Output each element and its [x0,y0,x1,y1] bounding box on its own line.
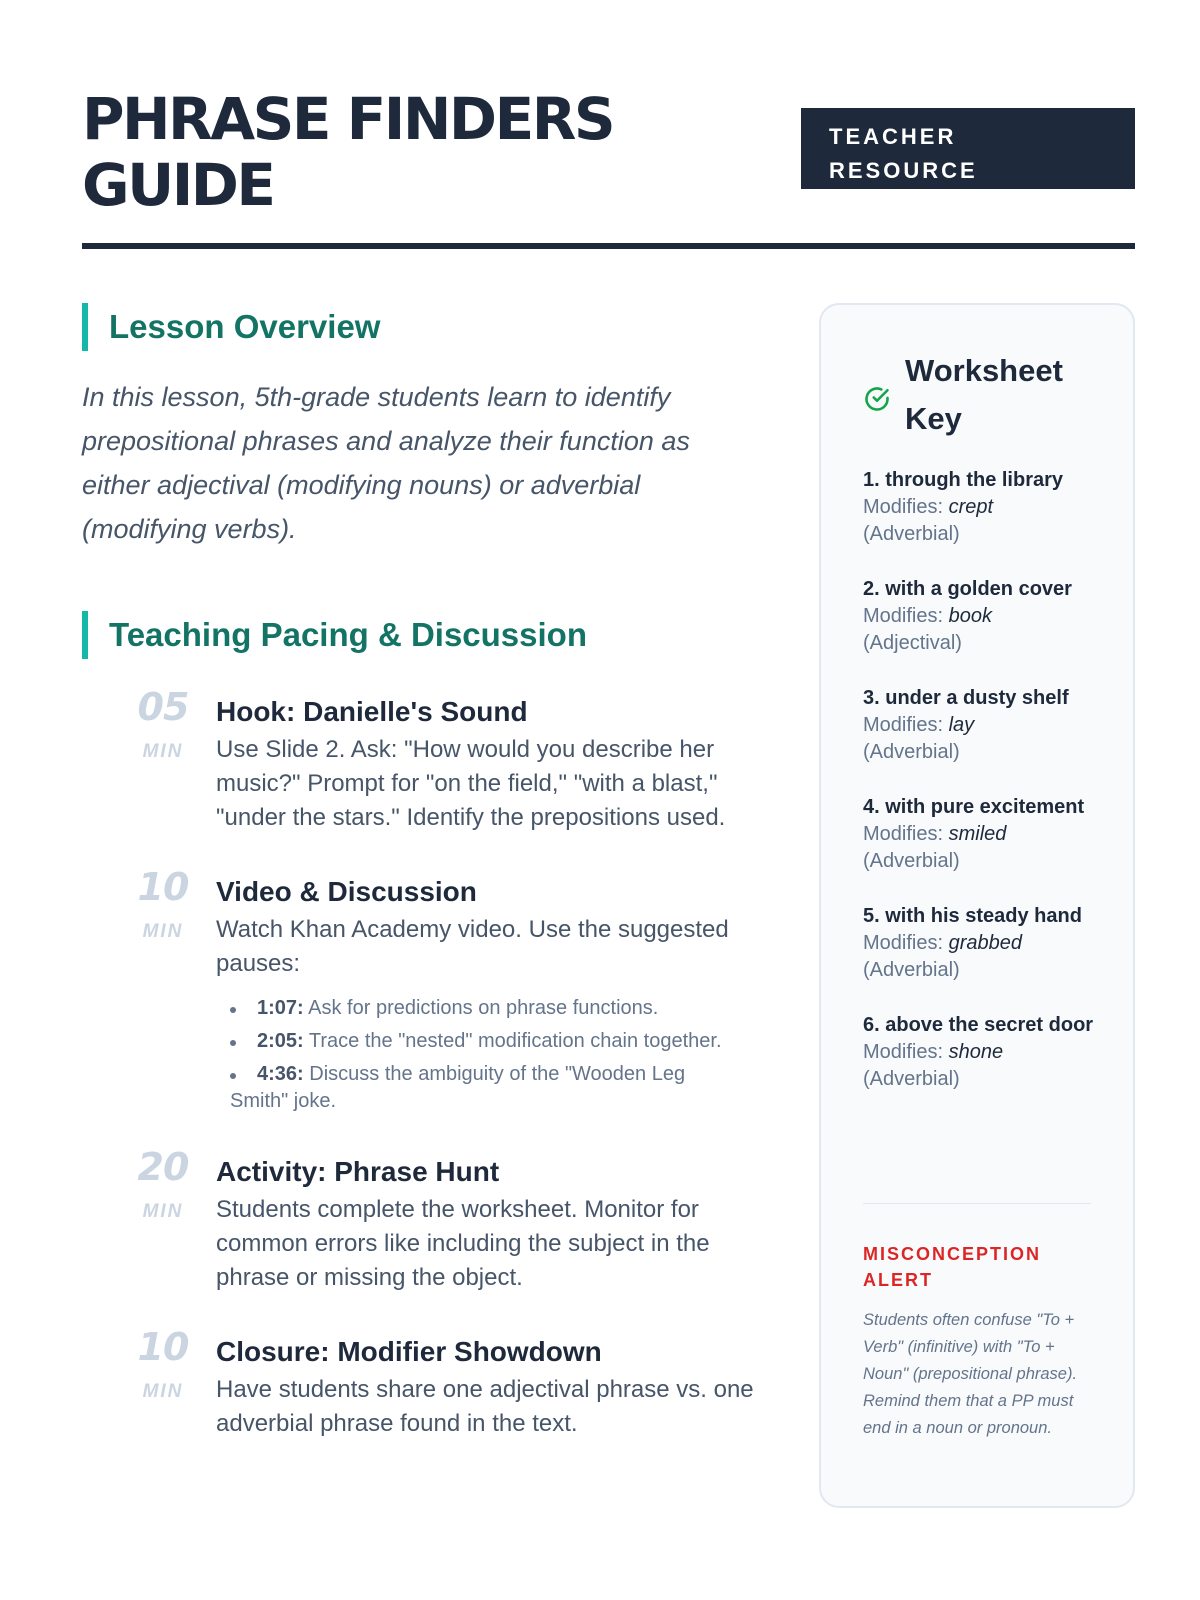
step-unit: MIN [142,921,184,942]
pacing-step [82,1145,762,1295]
header-divider [82,243,1135,249]
step-text: Watch Khan Academy video. Use the suggested pauses: [216,916,729,977]
answer-key-item [863,903,1103,984]
pause-note: Trace the "nested" modification chain together. [308,1030,722,1052]
check-circle-icon [863,385,891,413]
heading-accent-bar [82,611,88,659]
answer-phrase: 4. with pure excitement [863,796,1085,818]
step-title: Activity: Phrase Hunt [216,1156,500,1187]
answer-phrase: 6. above the secret door [863,1014,1094,1036]
pacing-heading [82,611,762,659]
answer-modifies [863,603,1103,630]
pacing-step [82,865,762,1115]
page-title [82,86,682,218]
answer-type: (Adverbial) [863,741,960,763]
answer-type: (Adverbial) [863,850,960,872]
step-title: Video & Discussion [216,876,477,907]
step-minutes: 20 [137,1145,189,1189]
step-unit: MIN [142,1201,184,1222]
answer-modifies [863,930,1103,957]
answer-type: (Adverbial) [863,1068,960,1090]
badge-line-1: TEACHER [829,124,957,149]
pause-item [216,1028,736,1055]
step-unit: MIN [142,741,184,762]
step-minutes: 10 [137,1325,189,1369]
video-pause-list [216,995,736,1115]
badge-line-2: RESOURCE [829,158,978,183]
pause-item [216,1061,736,1115]
pacing-step [82,1325,762,1441]
step-text: Use Slide 2. Ask: "How would you describe her music?" Prompt for "on the field," "with a blast," "under the stars." Identify the prepositions used. [216,736,726,831]
step-minutes: 05 [137,685,189,729]
modifies-label: Modifies: [863,714,944,736]
answer-type: (Adverbial) [863,959,960,981]
teacher-resource-badge [801,108,1135,189]
answer-key-item [863,576,1103,657]
overview-heading [82,303,762,351]
modified-word: book [948,605,992,627]
modified-word: shone [948,1041,1004,1063]
overview-text: In this lesson, 5th-grade students learn to identify prepositional phrases and analyze their function as either adjectival (modifying nouns) or adverbial (modifying verbs). [82,382,690,544]
pause-item [216,995,736,1022]
answer-phrase: 5. with his steady hand [863,905,1082,927]
pacing-heading-text: Teaching Pacing & Discussion [109,616,588,653]
worksheet-key-header [863,347,1103,443]
modifies-label: Modifies: [863,932,944,954]
step-text: Students complete the worksheet. Monitor for common errors like including the subject in the phrase or missing the object. [216,1196,710,1291]
answer-key-item [863,467,1103,548]
title-line-1: PHRASE FINDERS [82,85,614,153]
answer-phrase: 1. through the library [863,469,1064,491]
answer-key-list [863,467,1103,1121]
worksheet-key-card [819,303,1135,1508]
pause-time: 2:05: [257,1030,304,1052]
answer-key-item [863,1012,1103,1093]
step-title: Closure: Modifier Showdown [216,1336,602,1367]
modified-word: grabbed [948,932,1022,954]
card-divider [863,1203,1091,1204]
answer-modifies [863,1039,1103,1066]
heading-accent-bar [82,303,88,351]
main-column [82,303,762,1441]
answer-type: (Adverbial) [863,523,960,545]
modifies-label: Modifies: [863,496,944,518]
answer-modifies [863,821,1103,848]
misconception-alert-text: Students often confuse "To + Verb" (infinitive) with "To + Noun" (prepositional phrase). Remind them that a PP must end in a noun or pronoun. [863,1311,1078,1437]
misconception-alert-title: MISCONCEPTION ALERT [863,1244,1042,1290]
pause-time: 4:36: [257,1063,304,1085]
pause-time: 1:07: [257,997,304,1019]
page-header [82,86,1135,248]
answer-type: (Adjectival) [863,632,962,654]
modified-word: crept [948,496,994,518]
modified-word: smiled [948,823,1007,845]
answer-key-item [863,685,1103,766]
modifies-label: Modifies: [863,823,944,845]
answer-key-item [863,794,1103,875]
title-line-2: GUIDE [82,151,274,219]
pause-note: Discuss the ambiguity of the "Wooden Leg Smith" joke. [230,1063,686,1112]
step-text: Have students share one adjectival phrase vs. one adverbial phrase found in the text. [216,1376,754,1437]
modifies-label: Modifies: [863,605,944,627]
modified-word: lay [948,714,975,736]
pause-note: Ask for predictions on phrase functions. [308,997,659,1019]
worksheet-key-title: Worksheet Key [905,353,1063,436]
answer-modifies [863,712,1103,739]
answer-phrase: 3. under a dusty shelf [863,687,1069,709]
step-minutes: 10 [137,865,189,909]
answer-phrase: 2. with a golden cover [863,578,1072,600]
overview-heading-text: Lesson Overview [109,308,381,345]
modifies-label: Modifies: [863,1041,944,1063]
step-title: Hook: Danielle's Sound [216,696,528,727]
step-unit: MIN [142,1381,184,1402]
answer-modifies [863,494,1103,521]
pacing-step [82,685,762,835]
